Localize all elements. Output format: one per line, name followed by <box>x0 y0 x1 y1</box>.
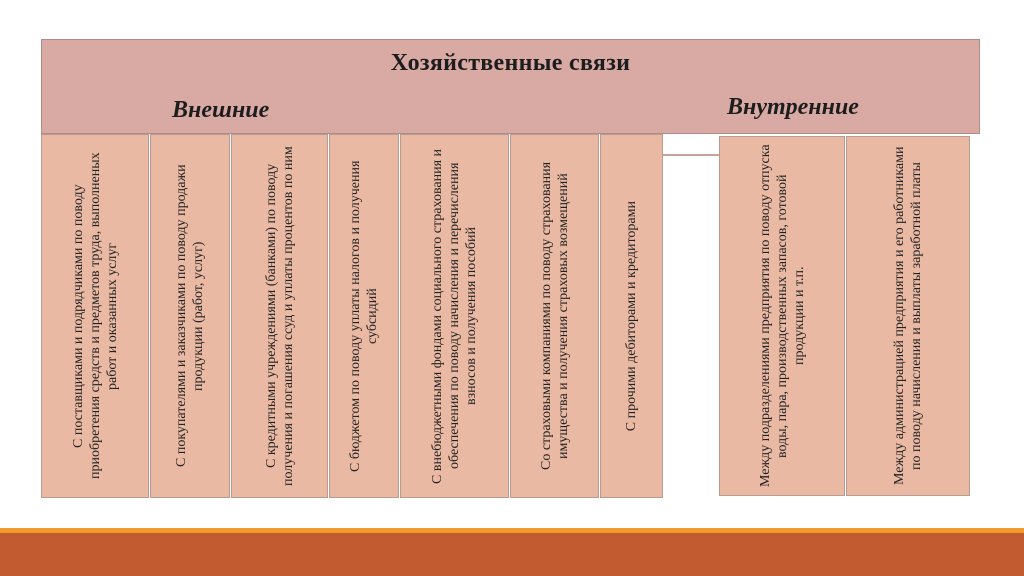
internal-item-text: Между подразделениями предприятия по поводу отпуска воды, пара, производственных запасов, готовой продукции и т.п. <box>757 144 807 488</box>
internal-item-text: Между администрацией предприятия и его работниками по поводу начисления и выплаты заработной платы <box>892 146 924 486</box>
external-item-insurance <box>510 134 599 498</box>
external-item-text: С бюджетом по поводу уплаты налогов и получения субсидий <box>348 160 380 472</box>
diagram-title: Хозяйственные связи <box>390 50 631 76</box>
external-item-text: С прочими дебиторами и кредиторами <box>624 200 639 432</box>
diagram-header <box>41 39 980 134</box>
external-item-suppliers <box>41 134 149 498</box>
group-label-external: Внешние <box>172 97 270 123</box>
footer-bar <box>0 533 1024 576</box>
group-label-internal: Внутренние <box>727 94 859 120</box>
external-item-banks <box>231 134 328 498</box>
external-item-text: С внебюджетными фондами социального страхования и обеспечения по поводу начисления и перечисления взносов и получения пособий <box>430 148 479 484</box>
external-item-funds <box>400 134 509 498</box>
external-item-other <box>600 134 663 498</box>
external-item-buyers <box>150 134 230 498</box>
external-item-text: С кредитными учреждениями (банками) по поводу получения и погашения ссуд и уплаты процентов по ним <box>263 146 296 486</box>
external-item-text: С поставщиками и подрядчиками по поводу приобретения средств и предметов труда, выполненых работ и оказанных услуг <box>70 152 120 480</box>
external-item-text: С покупателями и заказчиками по поводу продажи продукции (работ, услуг) <box>174 164 206 468</box>
internal-item-payroll <box>846 136 970 496</box>
connector-line <box>663 154 719 156</box>
internal-item-divisions <box>719 136 845 496</box>
external-item-text: Со страховыми компаниями по поводу страхования имущества и получения страховых возмещений <box>538 161 571 471</box>
external-item-budget <box>329 134 399 498</box>
